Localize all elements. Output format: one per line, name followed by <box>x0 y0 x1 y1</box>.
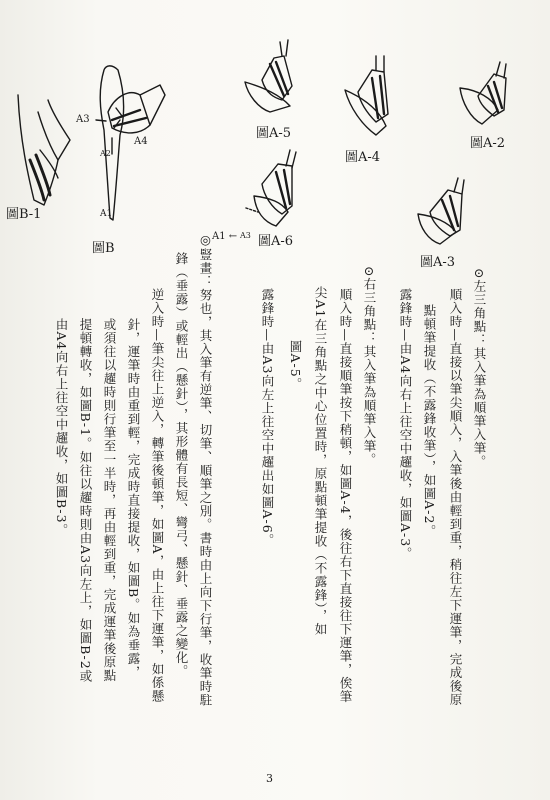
point-label-a1: A1 <box>100 209 113 219</box>
text-column-1: ⊙左三角點：其入筆為順筆入筆。 <box>472 268 487 469</box>
text-column-8: 圖A-5。 <box>288 340 303 392</box>
text-column-10: ◎豎畫：努也，其入筆有逆筆、切筆、順筆之別。書時由上向下行筆，收筆時駐 <box>198 232 213 707</box>
text-column-6: 順入時—直接順筆按下稍頓，如圖A-4，後往右下直接往下運筆，俟筆 <box>338 288 353 704</box>
figure-a5-stroke <box>245 40 292 112</box>
page-number: 3 <box>266 772 273 785</box>
caption-fig-a4: 圖A-4 <box>345 150 381 165</box>
figure-a6-stroke <box>246 150 296 226</box>
text-column-9: 露鋒時—由A3向左上往空中趯出如圖A-6。 <box>260 288 275 548</box>
text-column-14: 或須往以趯時則行筆至一半時，再由輕到重，完成運筆後原點 <box>102 318 117 683</box>
text-column-5: ⊙右三角點：其入筆為順筆入筆。 <box>362 266 377 467</box>
text-column-4: 露鋒時—由A4向右上往空中趯收，如圖A-3。 <box>398 288 413 561</box>
text-column-7: 尖A1在三角點之中心位置時，原點頓筆提收（不露鋒），如 <box>313 286 328 637</box>
figure-b1-brush <box>18 95 70 205</box>
text-column-2: 順入時—直接以筆尖順入，入筆後由輕到重，稍往左下運筆，完成後原 <box>448 288 463 707</box>
text-column-12: 逆入時—筆尖往上逆入，轉筆後頓筆，如圖A，由上往下運筆，如係懸 <box>150 288 165 704</box>
text-column-3: 點頓筆提收（不露鋒收筆），如圖A-2。 <box>422 304 437 538</box>
caption-fig-b1: 圖B-1 <box>6 207 42 222</box>
point-label-a2: A2 <box>100 149 111 158</box>
text-column-13: 針，運筆時由重到輕，完成時直接提收，如圖B。如為垂露， <box>126 318 141 680</box>
caption-fig-a3: 圖A-3 <box>420 255 456 270</box>
point-label-a3: A3 <box>76 114 90 125</box>
text-column-16: 由A4向右上往空中趯收，如圖B-3。 <box>54 318 69 538</box>
caption-fig-a6: 圖A-6 <box>258 234 294 249</box>
figure-a3-stroke <box>418 178 464 244</box>
caption-fig-b: 圖B <box>92 241 115 256</box>
caption-fig-a6-a1: A1 ← <box>212 231 238 242</box>
text-column-15: 提頓轉收，如圖B-1。如往以趯時則由A3向左上，如圖B-2或 <box>78 318 93 684</box>
caption-fig-a2: 圖A-2 <box>470 136 506 151</box>
point-label-a4: A4 <box>134 136 148 147</box>
caption-fig-a6-a3: A3 <box>240 231 251 240</box>
figure-b-stroke <box>96 66 165 220</box>
text-column-11: 鋒（垂露）或輕出（懸針），其形體有長短、彎弓、懸針、垂露之變化。 <box>174 252 189 678</box>
figure-a4-stroke <box>345 56 388 135</box>
figure-a2-stroke <box>460 62 506 124</box>
caption-fig-a5: 圖A-5 <box>256 126 292 141</box>
